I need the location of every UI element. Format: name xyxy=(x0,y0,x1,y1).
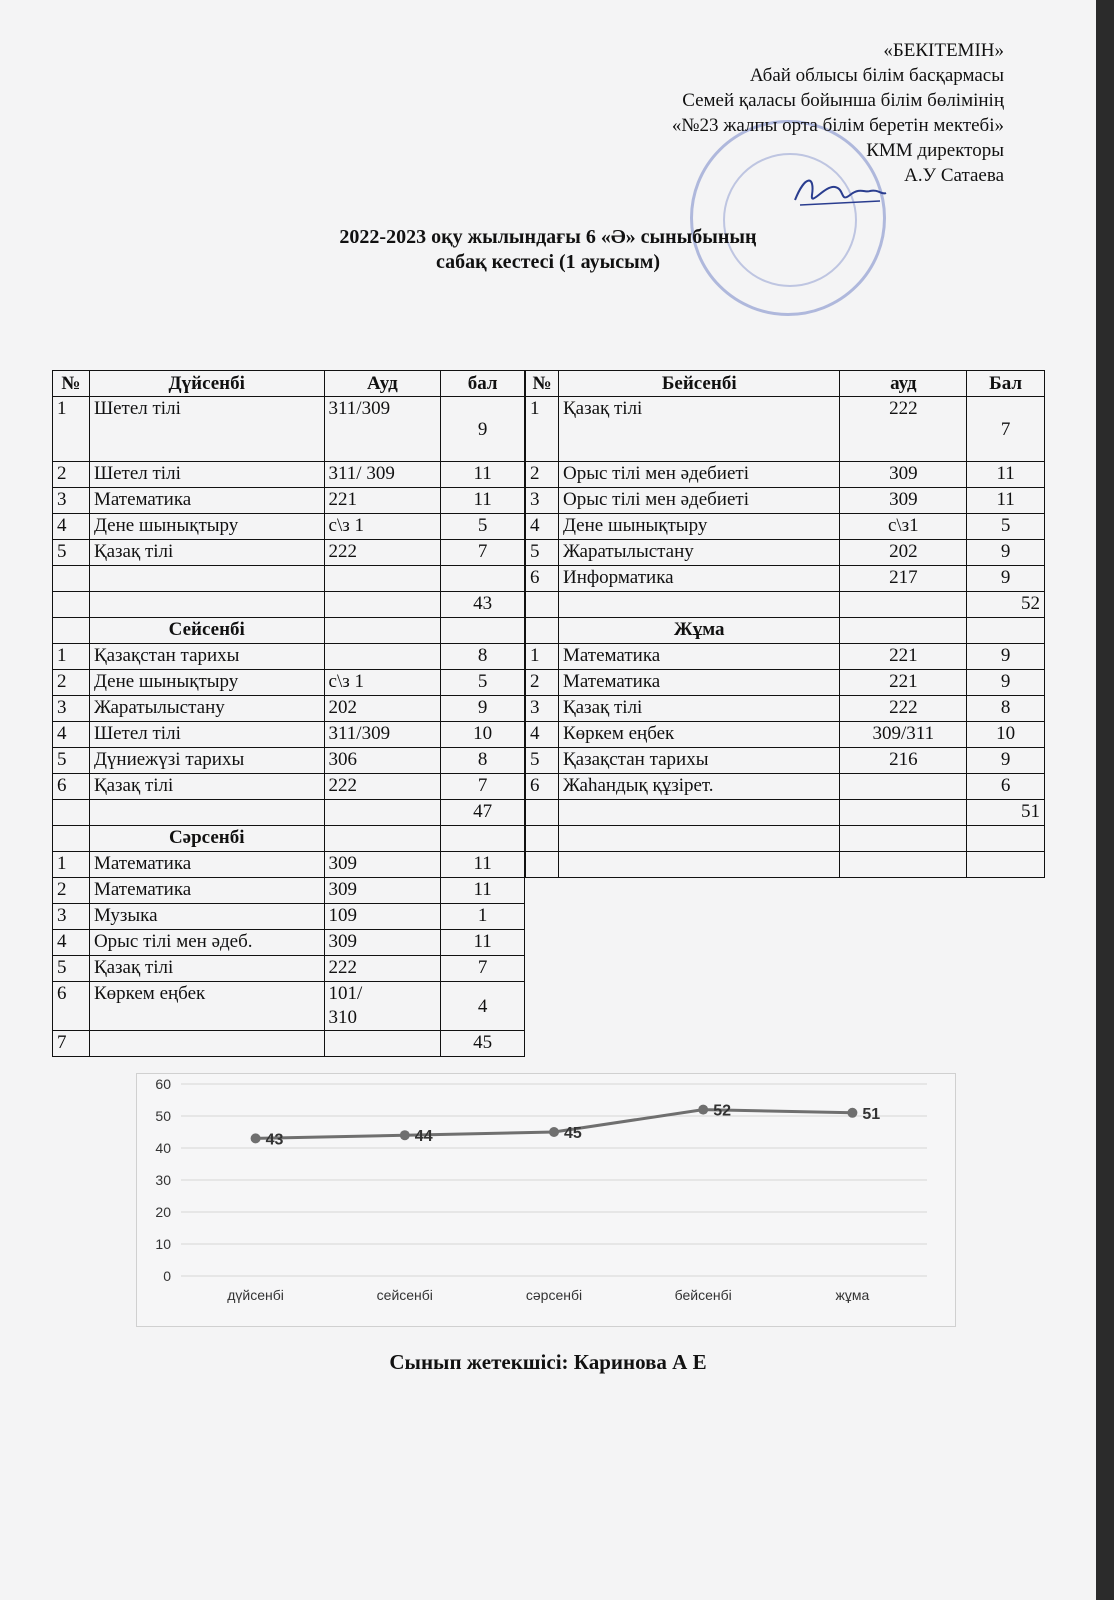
column-header: Бейсенбі xyxy=(558,371,840,397)
lesson-number: 3 xyxy=(526,696,559,722)
lesson-score: 9 xyxy=(441,397,525,462)
lesson-score: 11 xyxy=(967,462,1045,488)
data-label: 51 xyxy=(862,1105,881,1123)
lesson-room: с\з1 xyxy=(840,514,967,540)
data-label: 44 xyxy=(414,1128,433,1146)
lesson-room: 222 xyxy=(324,956,441,982)
table-row xyxy=(53,852,525,878)
lesson-score: 11 xyxy=(967,488,1045,514)
table-row xyxy=(526,696,1045,722)
lesson-subject: Көркем еңбек xyxy=(89,982,324,1031)
approval-line: Абай облысы білім басқармасы xyxy=(749,65,1004,86)
lesson-number: 4 xyxy=(53,722,90,748)
lesson-room xyxy=(840,774,967,800)
lesson-number: 6 xyxy=(526,566,559,592)
table-row xyxy=(53,774,525,800)
lesson-score: 7 xyxy=(441,956,525,982)
lesson-room: 222 xyxy=(840,397,967,462)
day-total-score: 47 xyxy=(441,800,525,826)
table-header-row xyxy=(526,371,1045,397)
lesson-number: 1 xyxy=(53,644,90,670)
lesson-subject: Шетел тілі xyxy=(89,722,324,748)
lesson-subject: Қазақ тілі xyxy=(89,956,324,982)
data-point xyxy=(400,1130,410,1140)
table-row xyxy=(53,722,525,748)
table-row xyxy=(526,514,1045,540)
total-row xyxy=(53,800,525,826)
lesson-subject: Қазақстан тарихы xyxy=(558,748,840,774)
lesson-score: 11 xyxy=(441,878,525,904)
table-row xyxy=(53,488,525,514)
table-header-row xyxy=(53,371,525,397)
lesson-room: 202 xyxy=(324,696,441,722)
day-title-row xyxy=(53,618,525,644)
table-row xyxy=(526,722,1045,748)
lesson-number: 3 xyxy=(53,488,90,514)
data-point xyxy=(549,1127,559,1137)
lesson-score: 11 xyxy=(441,852,525,878)
column-header: Дүйсенбі xyxy=(89,371,324,397)
lesson-score: 9 xyxy=(441,696,525,722)
table-row xyxy=(526,644,1045,670)
y-tick-label: 60 xyxy=(155,1076,171,1092)
lesson-score: 6 xyxy=(967,774,1045,800)
lesson-subject: Қазақстан тарихы xyxy=(89,644,324,670)
lesson-score: 9 xyxy=(967,644,1045,670)
day-title: Сәрсенбі xyxy=(89,826,324,852)
y-tick-label: 10 xyxy=(155,1236,171,1252)
lesson-subject: Информатика xyxy=(558,566,840,592)
lesson-subject: Дене шынықтыру xyxy=(89,514,324,540)
lesson-score: 9 xyxy=(967,566,1045,592)
table-row xyxy=(53,670,525,696)
table-row xyxy=(53,540,525,566)
x-tick-label: дүйсенбі xyxy=(227,1287,284,1303)
approval-line: Семей қаласы бойынша білім бөлімінің xyxy=(682,90,1004,111)
line-chart xyxy=(137,1074,955,1326)
lesson-number: 5 xyxy=(526,540,559,566)
lesson-number: 4 xyxy=(526,514,559,540)
lesson-subject: Орыс тілі мен әдеб. xyxy=(89,930,324,956)
lesson-number: 4 xyxy=(53,930,90,956)
total-row xyxy=(53,1031,525,1057)
schedule-table-right xyxy=(525,370,1045,878)
lesson-number: 1 xyxy=(53,852,90,878)
lesson-room: 309 xyxy=(324,878,441,904)
lesson-room: 109 xyxy=(324,904,441,930)
lesson-subject: Қазақ тілі xyxy=(558,696,840,722)
table-row xyxy=(526,397,1045,462)
lesson-number: 6 xyxy=(526,774,559,800)
lesson-room: 309 xyxy=(324,930,441,956)
table-row xyxy=(53,514,525,540)
lesson-number: 2 xyxy=(53,462,90,488)
table-row xyxy=(53,644,525,670)
column-header: ауд xyxy=(840,371,967,397)
lesson-room-line: 101/ xyxy=(328,983,363,1004)
day-total-score: 51 xyxy=(967,800,1045,826)
lesson-subject: Қазақ тілі xyxy=(89,540,324,566)
lesson-number: 3 xyxy=(526,488,559,514)
data-point xyxy=(698,1105,708,1115)
lesson-score: 7 xyxy=(441,540,525,566)
approval-line: «№23 жалпы орта білім беретін мектебі» xyxy=(671,115,1004,136)
lesson-score: 5 xyxy=(967,514,1045,540)
lesson-subject: Жаһандық құзірет. xyxy=(558,774,840,800)
lesson-score: 8 xyxy=(967,696,1045,722)
y-tick-label: 30 xyxy=(155,1172,171,1188)
table-row xyxy=(53,397,525,462)
lesson-number: 2 xyxy=(53,878,90,904)
lesson-score: 7 xyxy=(441,774,525,800)
background-edge xyxy=(1096,0,1114,1600)
approval-line: КММ директоры xyxy=(866,140,1004,161)
lesson-score: 9 xyxy=(967,540,1045,566)
approval-block xyxy=(672,38,1004,188)
total-row xyxy=(526,800,1045,826)
lesson-number: 6 xyxy=(53,982,90,1031)
data-label: 43 xyxy=(265,1131,284,1149)
x-tick-label: бейсенбі xyxy=(674,1287,732,1303)
lesson-room: 311/ 309 xyxy=(324,462,441,488)
lesson-number: 2 xyxy=(526,462,559,488)
lesson-number: 2 xyxy=(53,670,90,696)
lesson-number: 5 xyxy=(53,956,90,982)
lesson-number: 1 xyxy=(526,397,559,462)
lesson-score: 11 xyxy=(441,930,525,956)
lesson-subject: Математика xyxy=(558,644,840,670)
data-point xyxy=(847,1108,857,1118)
lesson-score: 7 xyxy=(967,397,1045,462)
y-tick-label: 50 xyxy=(155,1108,171,1124)
table-row xyxy=(53,696,525,722)
lesson-number: 3 xyxy=(53,904,90,930)
data-label: 52 xyxy=(713,1102,731,1120)
lesson-room: 309/311 xyxy=(840,722,967,748)
lesson-number: 7 xyxy=(53,1031,90,1057)
lesson-room: 311/309 xyxy=(324,722,441,748)
column-header: № xyxy=(526,371,559,397)
table-row xyxy=(526,670,1045,696)
lesson-room: 217 xyxy=(840,566,967,592)
lesson-number: 5 xyxy=(526,748,559,774)
lesson-room: 222 xyxy=(840,696,967,722)
lesson-subject: Шетел тілі xyxy=(89,397,324,462)
day-title-row xyxy=(53,826,525,852)
total-row xyxy=(53,592,525,618)
table-row-empty xyxy=(526,826,1045,852)
table-row-empty xyxy=(526,852,1045,878)
lesson-subject: Көркем еңбек xyxy=(558,722,840,748)
lesson-room xyxy=(324,644,441,670)
lesson-room: 306 xyxy=(324,748,441,774)
table-row-empty xyxy=(53,566,525,592)
lesson-subject: Орыс тілі мен әдебиеті xyxy=(558,462,840,488)
table-row xyxy=(53,904,525,930)
table-row xyxy=(53,878,525,904)
day-title-row xyxy=(526,618,1045,644)
lesson-room: 311/309 xyxy=(324,397,441,462)
lesson-subject: Жаратылыстану xyxy=(558,540,840,566)
director-name: А.У Сатаева xyxy=(904,165,1004,186)
lesson-subject: Шетел тілі xyxy=(89,462,324,488)
lesson-number: 4 xyxy=(526,722,559,748)
lesson-score: 11 xyxy=(441,488,525,514)
lesson-score: 5 xyxy=(441,670,525,696)
table-row xyxy=(526,748,1045,774)
lesson-subject: Қазақ тілі xyxy=(558,397,840,462)
approval-heading: «БЕКІТЕМІН» xyxy=(883,40,1004,61)
lesson-subject: Қазақ тілі xyxy=(89,774,324,800)
lesson-score: 8 xyxy=(441,644,525,670)
y-tick-label: 0 xyxy=(163,1268,171,1284)
lesson-room: 309 xyxy=(840,462,967,488)
lesson-number: 6 xyxy=(53,774,90,800)
lesson-subject: Орыс тілі мен әдебиеті xyxy=(558,488,840,514)
lesson-room: 222 xyxy=(324,540,441,566)
day-total-score: 43 xyxy=(441,592,525,618)
lesson-number: 1 xyxy=(526,644,559,670)
lesson-subject: Жаратылыстану xyxy=(89,696,324,722)
total-row xyxy=(526,592,1045,618)
day-total-score: 45 xyxy=(441,1031,525,1057)
lesson-room: 221 xyxy=(840,670,967,696)
lesson-room: 309 xyxy=(324,852,441,878)
lesson-score: 5 xyxy=(441,514,525,540)
lesson-number: 3 xyxy=(53,696,90,722)
lesson-score: 1 xyxy=(441,904,525,930)
lesson-subject: Музыка xyxy=(89,904,324,930)
lesson-subject: Дене шынықтыру xyxy=(89,670,324,696)
column-header: Бал xyxy=(967,371,1045,397)
lesson-room xyxy=(324,982,441,1031)
lesson-subject: Дене шынықтыру xyxy=(558,514,840,540)
table-row xyxy=(53,748,525,774)
day-total-score: 52 xyxy=(967,592,1045,618)
page-subtitle: сабақ кестесі (1 ауысым) xyxy=(435,251,661,273)
lesson-number: 2 xyxy=(526,670,559,696)
lesson-score: 10 xyxy=(967,722,1045,748)
schedule-table-left xyxy=(52,370,525,1057)
lesson-number: 5 xyxy=(53,748,90,774)
lesson-room: 221 xyxy=(324,488,441,514)
day-title: Сейсенбі xyxy=(89,618,324,644)
table-row xyxy=(526,488,1045,514)
lesson-room: 202 xyxy=(840,540,967,566)
table-row xyxy=(526,566,1045,592)
column-header: № xyxy=(53,371,90,397)
lesson-room: 309 xyxy=(840,488,967,514)
lesson-subject: Математика xyxy=(89,488,324,514)
lesson-room: с\з 1 xyxy=(324,514,441,540)
table-row xyxy=(526,540,1045,566)
lesson-subject: Математика xyxy=(558,670,840,696)
lesson-room-line: 310 xyxy=(328,1007,358,1028)
x-tick-label: сейсенбі xyxy=(376,1287,433,1303)
lesson-subject: Математика xyxy=(89,878,324,904)
lesson-score: 4 xyxy=(441,982,525,1031)
x-tick-label: жұма xyxy=(835,1287,870,1303)
x-tick-label: сәрсенбі xyxy=(525,1287,583,1303)
lesson-subject: Математика xyxy=(89,852,324,878)
lesson-number: 5 xyxy=(53,540,90,566)
day-title: Жұма xyxy=(558,618,840,644)
lesson-score: 9 xyxy=(967,748,1045,774)
lesson-room: 221 xyxy=(840,644,967,670)
lesson-room: 222 xyxy=(324,774,441,800)
column-header: Ауд xyxy=(324,371,441,397)
table-row xyxy=(53,930,525,956)
weekly-load-chart xyxy=(136,1073,956,1327)
lesson-number: 1 xyxy=(53,397,90,462)
lesson-room: 216 xyxy=(840,748,967,774)
data-label: 45 xyxy=(564,1125,582,1142)
table-row xyxy=(526,462,1045,488)
lesson-score: 9 xyxy=(967,670,1045,696)
lesson-room: с\з 1 xyxy=(324,670,441,696)
table-row xyxy=(53,982,525,1031)
lesson-score: 11 xyxy=(441,462,525,488)
data-point xyxy=(251,1133,261,1143)
lesson-score: 8 xyxy=(441,748,525,774)
lesson-score: 10 xyxy=(441,722,525,748)
lesson-subject: Дүниежүзі тарихы xyxy=(89,748,324,774)
table-row xyxy=(53,956,525,982)
column-header: бал xyxy=(441,371,525,397)
class-teacher-signature-line: Сынып жетекшісі: Каринова А Е xyxy=(389,1350,707,1374)
y-tick-label: 20 xyxy=(155,1204,171,1220)
table-row xyxy=(53,462,525,488)
lesson-number: 4 xyxy=(53,514,90,540)
table-row xyxy=(526,774,1045,800)
y-tick-label: 40 xyxy=(155,1140,171,1156)
page-title: 2022-2023 оқу жылындағы 6 «Ә» сыныбының xyxy=(339,226,757,248)
